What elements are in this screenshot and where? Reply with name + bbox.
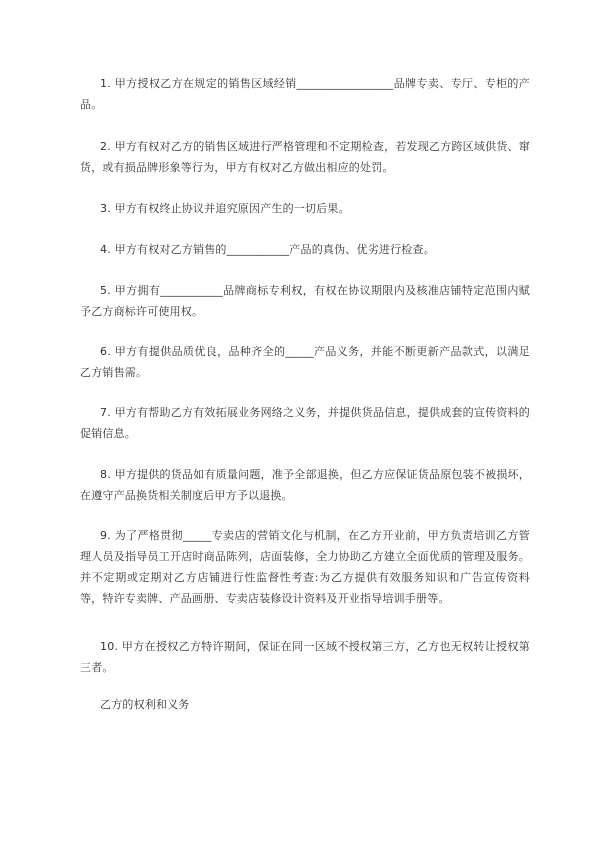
clause-6-paragraph: 6. 甲方有提供品质优良，品种齐全的_____产品义务，并能不断更新产品款式，以满足乙方销售需。 (80, 345, 530, 379)
clause-10-paragraph: 10. 甲方在授权乙方特许期间，保证在同一区域不授权第三方，乙方也无权转让授权第三者。 (80, 640, 530, 674)
clause-7-paragraph: 7. 甲方有帮助乙方有效拓展业务网络之义务，并提供货品信息，提供成套的宣传资料的促销信息。 (80, 406, 530, 440)
clause-1-paragraph: 1. 甲方授权乙方在规定的销售区域经销_________________品牌专卖、专厅、专柜的产品。 (80, 77, 530, 111)
clause-4-paragraph: 4. 甲方有权对乙方销售的___________产品的真伪、优劣进行检查。 (100, 243, 435, 256)
clause-5-paragraph: 5. 甲方拥有___________品牌商标专利权，有权在协议期限内及核准店铺特定范围内赋予乙方商标许可使用权。 (80, 284, 530, 318)
section-heading: 乙方的权利和义务 (100, 698, 190, 711)
clause-2-paragraph: 2. 甲方有权对乙方的销售区域进行严格管理和不定期检查，若发现乙方跨区域供货、窜货，或有损品牌形象等行为，甲方有权对乙方做出相应的处罚。 (80, 140, 530, 174)
clause-3-paragraph: 3. 甲方有权终止协议并追究原因产生的一切后果。 (100, 202, 350, 215)
clause-8-paragraph: 8. 甲方提供的货品如有质量问题，准予全部退换，但乙方应保证货品原包装不被损坏，在遵守产品换货相关制度后甲方予以退换。 (80, 468, 530, 502)
clause-9-paragraph: 9. 为了严格贯彻_____专卖店的营销文化与机制，在乙方开业前，甲方负责培训乙方管理人员及指导员工开店时商品陈列，店面装修，全力协助乙方建立全面优质的管理及服务。并不定期或定期对乙方店铺进行性监督性考查:为乙方提供有效服务知识和广告宣传资料等，特许专卖牌、产品画册、专卖店装修设计资料及开业指导培训手册等。 (80, 529, 530, 605)
